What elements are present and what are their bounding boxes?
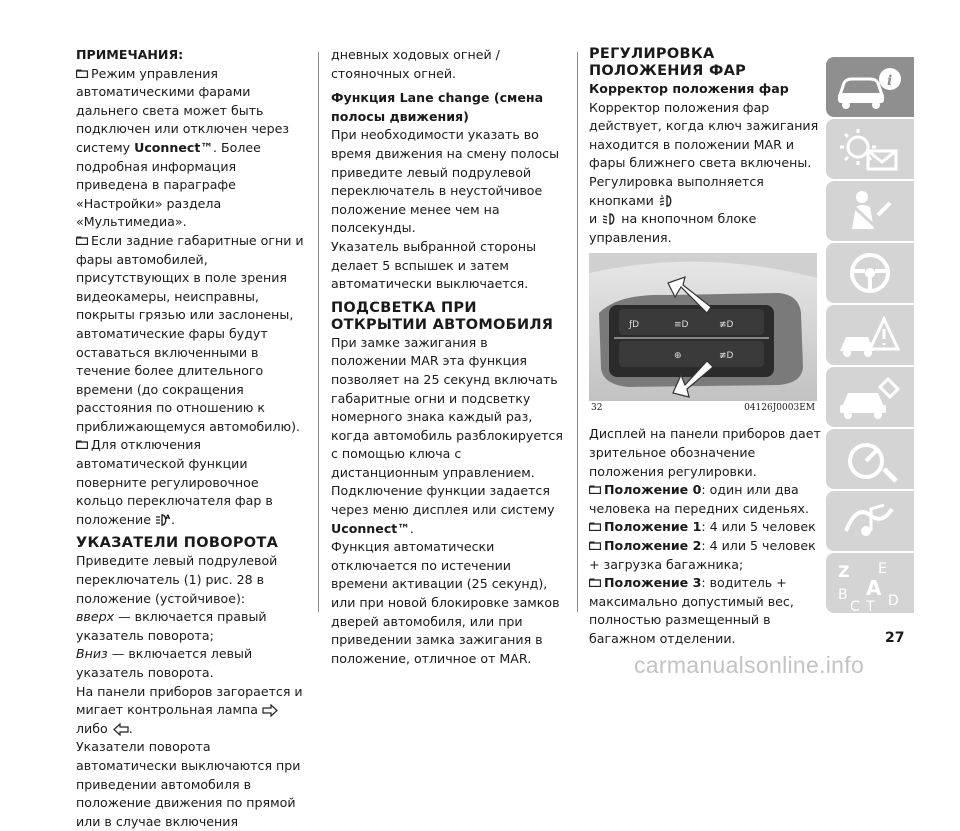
column-3 — [589, 46, 821, 648]
gauge-wrench-icon — [826, 429, 914, 489]
light-paragraph-1: При замке зажигания в положении MAR эта функция позволяет на 25 секунд включать габаритные огни и подсветку номерного знака каждый раз, когда автомобиль разблокируется с помощью ключа с дистанционным управлением. — [331, 334, 563, 480]
chapter-sidebar — [826, 57, 914, 615]
lane-paragraph-2: Указатель выбранной стороны делает 5 вспышек и затем автоматически выключается. — [331, 238, 537, 292]
seatbelt-icon — [826, 181, 914, 241]
bullet-icon — [76, 440, 88, 449]
panel-paragraph: На панели приборов загорается и мигает контрольная лампа либо . — [76, 683, 303, 736]
watermark[interactable]: carmanualsonline.info — [634, 652, 865, 678]
turn-signals-heading: УКАЗАТЕЛИ ПОВОРОТА — [76, 535, 279, 552]
figure-number: 32 — [591, 402, 603, 413]
svg-text:≢D: ≢D — [719, 351, 734, 362]
bullet-icon — [589, 485, 601, 494]
auto-off-paragraph: Указатели поворота автоматически выключаются при приведении автомобиля в положение движения по прямой или в случае включения — [76, 739, 301, 829]
lane-paragraph-1: При необходимости указать во время движения на смену полосы приведите левый подрулевой переключатель в неустойчивое положение менее чем на полсекунды. — [331, 127, 560, 236]
music-note-icon — [826, 491, 914, 551]
column-2 — [331, 46, 566, 668]
bullet-icon — [589, 578, 601, 587]
left-arrow-icon — [112, 723, 129, 736]
bullet-icon — [589, 522, 601, 531]
corrector-paragraph-1: Корректор положения фар действует, когда ключ зажигания находится в положении MAR и фары ближнего света включены. — [589, 99, 819, 171]
tab-multimedia[interactable] — [826, 491, 914, 551]
index-letter: D — [888, 593, 899, 609]
index-letter: T — [866, 599, 875, 613]
figure-code: 04126J0003EM — [744, 402, 815, 413]
index-letter: C — [850, 599, 860, 613]
notes-heading: ПРИМЕЧАНИЯ: — [76, 47, 184, 62]
tab-service[interactable] — [826, 367, 914, 427]
svg-text:⊕: ⊕ — [674, 351, 682, 362]
lane-change-heading: Функция Lane change (смена полосы движения) — [331, 90, 544, 124]
tab-technical[interactable] — [826, 429, 914, 489]
svg-text:A: A — [165, 513, 171, 521]
auto-headlight-icon — [155, 513, 171, 527]
tab-safety[interactable] — [826, 181, 914, 241]
tab-lights[interactable] — [826, 119, 914, 179]
headlight-adjust-heading: РЕГУЛИРОВКА ПОЛОЖЕНИЯ ФАР — [589, 46, 747, 79]
display-paragraph: Дисплей на панели приборов дает зрительное обозначение положения регулировки. — [589, 426, 821, 479]
page-number: 27 — [885, 630, 905, 646]
svg-text:≡D: ≡D — [674, 320, 689, 331]
index-letter: B — [838, 587, 848, 603]
steering-wheel-icon — [826, 243, 914, 303]
tab-emergency[interactable] — [826, 305, 914, 365]
bullet-icon — [76, 236, 88, 245]
note-3: Для отключения автоматической функции поверните регулировочное кольцо переключателя фар в положение A . — [76, 437, 273, 527]
note-1: Режим управления автоматическими фарами дальнего света может быть подключен или отключен через систему Uconnect™. Более подробная информация приведена в параграфе «Настройки» раздела «Мультимедиа». — [76, 65, 290, 230]
svg-text:ƒD: ƒD — [629, 320, 640, 331]
light-paragraph-2: Подключение функции задается через меню дисплея или систему Uconnect™. — [331, 483, 555, 536]
sun-envelope-icon — [826, 119, 914, 179]
figure-32-photo — [589, 253, 817, 419]
tab-index[interactable] — [826, 553, 914, 613]
position-0: Положение 0: один или два человека на передних сиденьях. — [589, 482, 809, 516]
car-info-icon — [826, 57, 914, 117]
light-paragraph-3: Функция автоматически отключается по истечении времени активации (25 секунд), или при новой блокировке замков дверей автомобиля, или при приведении замка зажигания в положение, отличное от MAR. — [331, 539, 560, 666]
note-2: Если задние габаритные огни и фары автомобилей, присутствующих в поле зрения видеокамеры, неисправны, покрыты грязью или заслонены, автоматические фары будут оставаться включенными в течение более длительного времени (до сокращения расстояния по отношению к приближающемуся автомобилю). — [76, 232, 304, 434]
position-3: Положение 3: водитель + максимально допустимый вес, полностью размещенный в багажном отделении. — [589, 575, 794, 646]
headlight-up-icon — [658, 194, 674, 208]
headlight-switch-illustration — [589, 253, 817, 419]
headlight-down-icon — [601, 212, 617, 226]
alphabet-index-icon — [826, 553, 914, 613]
turn-down: Вниз — включается левый указатель поворота. — [76, 646, 253, 680]
right-arrow-icon — [262, 704, 279, 717]
column-1 — [76, 46, 308, 831]
courtesy-light-heading: ПОДСВЕТКА ПРИ ОТКРЫТИИ АВТОМОБИЛЯ — [331, 299, 554, 333]
tab-driving[interactable] — [826, 243, 914, 303]
position-1: Положение 1: 4 или 5 человек — [589, 518, 821, 537]
column-divider — [318, 52, 319, 612]
column-divider — [577, 52, 578, 612]
index-letter: E — [878, 561, 887, 577]
svg-text:i: i — [887, 73, 893, 89]
index-letter: A — [866, 576, 882, 600]
corrector-paragraph-2: Регулировка выполняется кнопками и на кнопочном блоке управления. — [589, 173, 764, 245]
turn-paragraph: Приведите левый подрулевой переключатель (1) рис. 28 в положение (устойчивое): — [76, 553, 278, 606]
index-letter: Z — [838, 562, 850, 581]
corrector-subheading: Корректор положения фар — [589, 81, 789, 96]
turn-up: вверх — включается правый указатель поворота; — [76, 609, 267, 643]
position-2: Положение 2: 4 или 5 человек + загрузка багажника; — [589, 537, 816, 572]
tab-car-info[interactable] — [826, 57, 914, 117]
bullet-icon — [76, 69, 88, 78]
svg-text:≢D: ≢D — [719, 320, 734, 331]
warning-car-icon — [826, 305, 914, 365]
continued-text: дневных ходовых огней /стояночных огней. — [331, 47, 500, 81]
car-service-icon — [826, 367, 914, 427]
bullet-icon — [589, 541, 601, 550]
